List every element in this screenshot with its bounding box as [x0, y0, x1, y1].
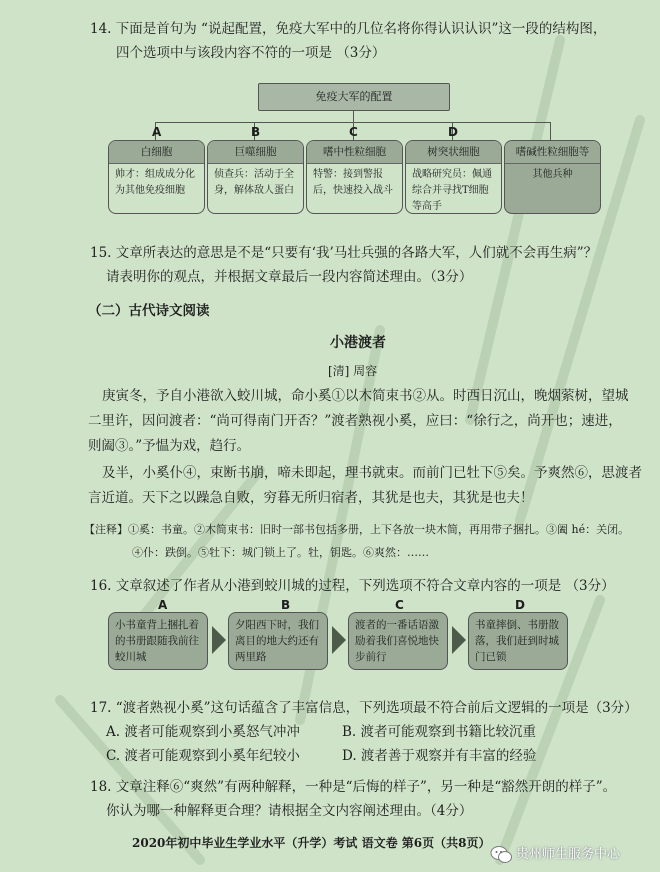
option-letter-b: B — [251, 125, 261, 139]
q17-option-b: B. 渡者可能观察到书籍比较沉重 — [342, 724, 537, 740]
q16-option-a: 小书童背上捆扎着的书册跟随我前往蛟川城 — [108, 612, 208, 670]
poem-title: 小港渡者 — [330, 335, 386, 351]
cell-title: 巨噬细胞 — [208, 141, 303, 164]
q14-line1: 14. 下面是首句为 “说起配置，免疫大军中的几位名将你得认识认识”这一段的结构图， — [90, 21, 607, 37]
watermark-text: 贵州师生服务中心 — [516, 847, 621, 862]
poem-p1-line3: 则阖③。”予愠为戏，趋行。 — [88, 438, 251, 454]
wechat-icon — [490, 845, 512, 865]
cell-title: 树突状细胞 — [406, 141, 501, 164]
q16-letter-b: B — [281, 598, 291, 612]
arrow-icon — [452, 626, 466, 654]
q15-line2: 请表明你的观点，并根据文章最后一段内容简述理由。（3分） — [106, 269, 473, 285]
q16-letter-d: D — [515, 598, 525, 612]
connector — [353, 110, 354, 122]
q15-line1: 15. 文章所表达的意思是不是“只要有‘我’马壮兵强的各路大军，人们就不会再生病”？ — [90, 245, 598, 261]
section-heading: （二）古代诗文阅读 — [88, 303, 210, 319]
diagram-root: 免疫大军的配置 — [258, 83, 450, 111]
q14-line2: 四个选项中与该段内容不符的一项是 （3分） — [116, 45, 386, 61]
cell-body: 其他兵种 — [532, 169, 573, 180]
poem-p1-line2: 二里许，因问渡者：“尚可得南门开否？”渡者熟视小奚，应曰：“徐行之，尚开也；速进， — [88, 413, 622, 429]
connector — [550, 122, 551, 140]
wechat-watermark — [490, 844, 640, 866]
poem-notes-line2: ④仆：跌倒。⑤牡下：城门锁上了。牡，钥匙。⑥爽然：…… — [132, 546, 429, 559]
poem-author: [清] 周容 — [328, 364, 378, 378]
cell-title: 白细胞 — [109, 141, 204, 164]
q18-line2: 你认为哪一种解释更合理？请根据全文内容阐述理由。（4分） — [106, 803, 473, 819]
cell-body: 帅才：组成成分化为其他免疫细胞 — [115, 169, 195, 196]
poem-notes-line1: 【注释】①奚：书童。②木简束书：旧时一部书包括多册，上下各放一块木简，再用带子捆扎。③阖 hé：关闭。 — [84, 523, 630, 536]
poem-p2-line1: 及半，小奚仆④，束断书崩，啼未即起，理书就束。而前门已牡下⑤矣。予爽然⑥，思渡者 — [102, 465, 642, 481]
diagram-cell-a — [108, 140, 205, 214]
q16-option-d: 书童摔倒、书册散落，我们赶到时城门已锁 — [468, 612, 568, 670]
cell-body: 战略研究员：佩通综合并寻找T细胞等高手 — [412, 169, 492, 212]
diagram-cell-d — [405, 140, 502, 214]
q16-option-c: 渡者的一番话语激励着我们喜悦地快步前行 — [348, 612, 448, 670]
poem-p2-line2: 言近道。天下之以躁急自败，穷暮无所归宿者，其犹是也夫，其犹是也夫！ — [88, 490, 534, 506]
page-footer: 2020年初中毕业生学业水平（升学）考试 语文卷 第6页（共8页） — [132, 836, 491, 850]
cell-body: 特警：接到警报后，快速投入战斗 — [313, 169, 393, 196]
q17-question: 17. “渡者熟视小奚”这句话蕴含了丰富信息，下列选项最不符合前后文逻辑的一项是（3分） — [90, 700, 638, 716]
q16-question: 16. 文章叙述了作者从小港到蛟川城的过程，下列选项不符合文章内容的一项是 （3分） — [90, 578, 615, 594]
q17-option-d: D. 渡者善于观察并有丰富的经验 — [342, 748, 537, 764]
diagram-cell-other — [504, 140, 601, 214]
option-letter-a: A — [152, 125, 162, 139]
diagram-cell-b — [207, 140, 304, 214]
arrow-icon — [332, 626, 346, 654]
q16-letter-c: C — [395, 598, 404, 612]
q18-line1: 18. 文章注释⑥“爽然”有两种解释，一种是“后悔的样子”，另一种是“豁然开朗的样子”。 — [90, 779, 617, 795]
cell-title: 嗜碱性粒细胞等 — [505, 141, 600, 164]
cell-title: 嗜中性粒细胞 — [307, 141, 402, 164]
q17-option-c: C. 渡者可能观察到小奚年纪较小 — [106, 748, 300, 764]
q16-letter-a: A — [158, 598, 168, 612]
cell-body: 侦查兵：活动于全身，解体敌人蛋白 — [214, 169, 294, 196]
q16-option-b: 夕阳西下时，我们离目的地大约还有两里路 — [228, 612, 328, 670]
option-letter-c: C — [349, 125, 358, 139]
diagram-cell-c — [306, 140, 403, 214]
poem-p1-line1: 庚寅冬，予自小港欲入蛟川城，命小奚①以木简束书②从。时西日沉山，晚烟萦树，望城 — [102, 388, 629, 404]
arrow-icon — [212, 626, 226, 654]
option-letter-d: D — [448, 125, 458, 139]
q17-option-a: A. 渡者可能观察到小奚怒气冲冲 — [106, 724, 300, 740]
